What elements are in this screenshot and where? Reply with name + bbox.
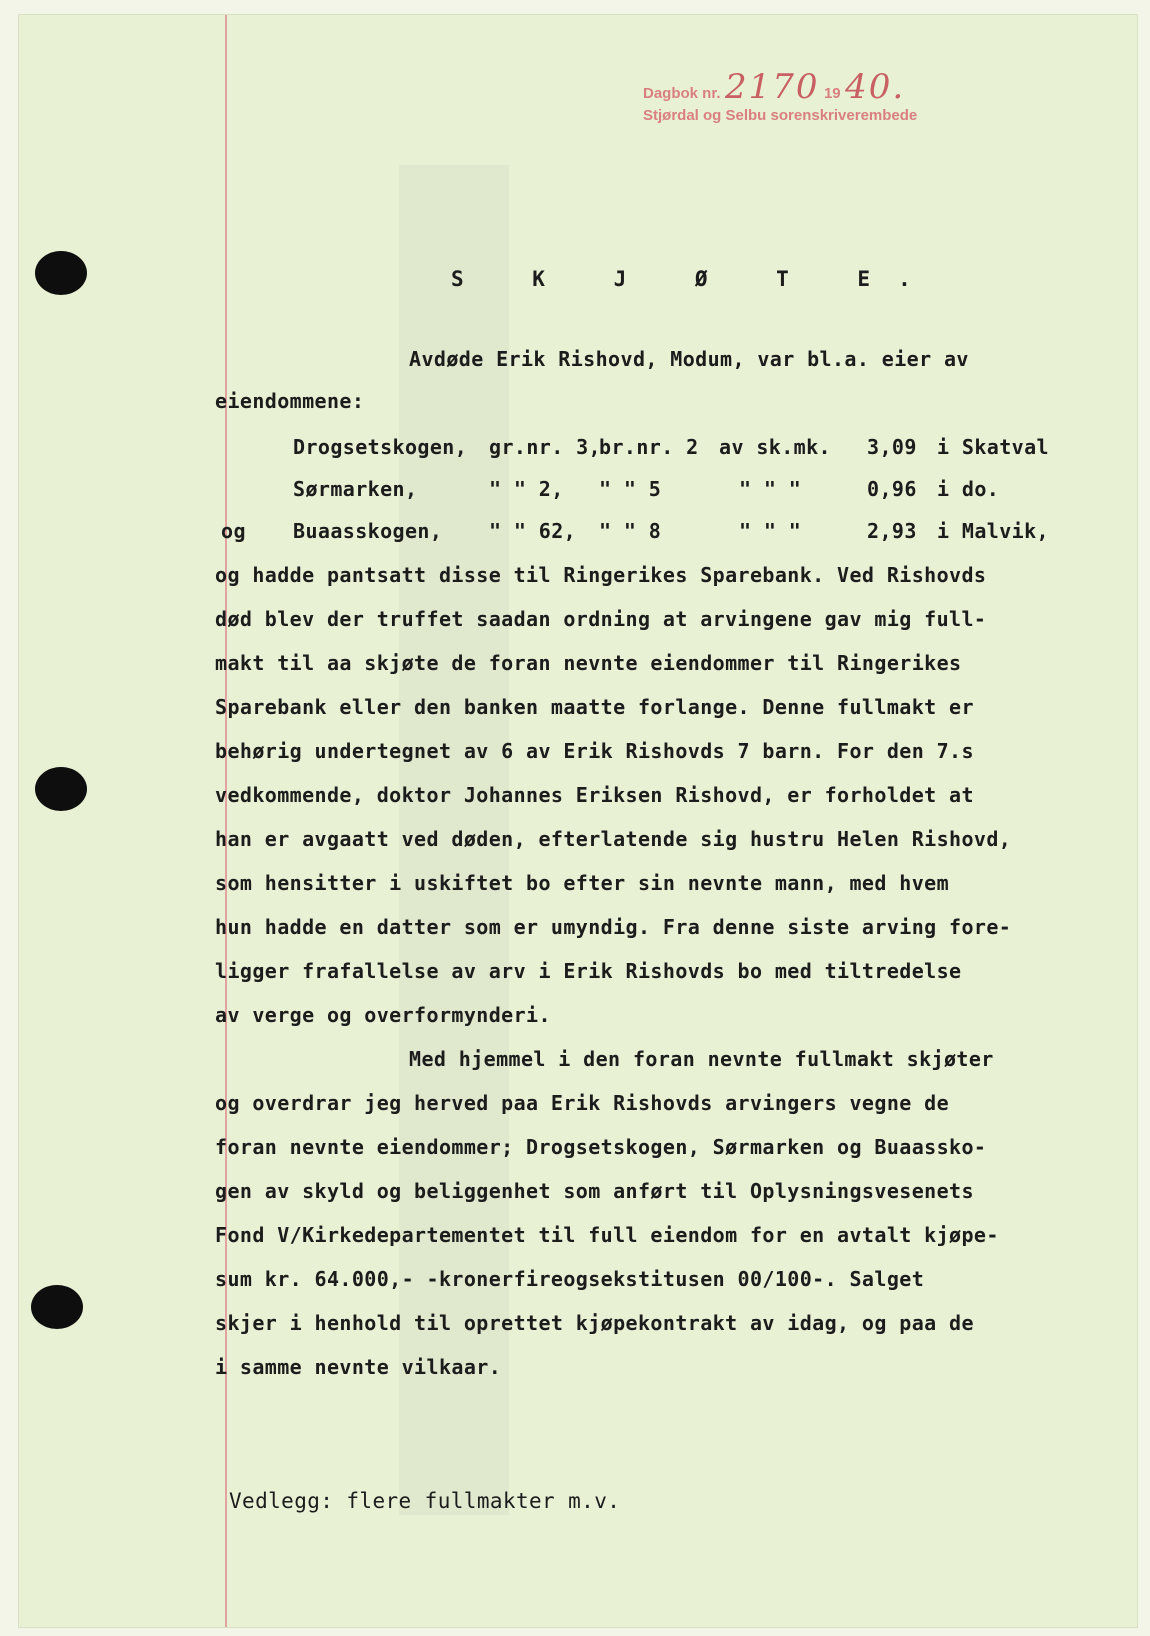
document-page: [18, 14, 1138, 1628]
stamp-year: 40.: [845, 67, 906, 107]
body-line: han er avgaatt ved døden, efterlatende sig hustru Helen Rishovd,: [215, 827, 1012, 851]
property-skmk: " " ": [739, 477, 802, 501]
property-place: i Skatval: [937, 435, 1049, 459]
diary-stamp: [643, 67, 905, 107]
body-line: behørig undertegnet av 6 av Erik Rishovds 7 barn. For den 7.s: [215, 739, 974, 763]
body-line: ligger frafallelse av arv i Erik Rishovds bo med tiltredelse: [215, 959, 962, 983]
body-line: Med hjemmel i den foran nevnte fullmakt skjøter: [409, 1047, 994, 1071]
punch-hole-top: [35, 251, 87, 295]
body-line: død blev der truffet saadan ordning at arvingene gav mig full-: [215, 607, 987, 631]
stamp-dagbok-label: Dagbok nr.: [643, 85, 721, 102]
body-line: sum kr. 64.000,- -kronerfireogsekstitusen 00/100-. Salget: [215, 1267, 925, 1291]
property-place: i Malvik,: [937, 519, 1049, 543]
body-line: hun hadde en datter som er umyndig. Fra denne siste arving fore-: [215, 915, 1012, 939]
property-grnr: " " 2,: [489, 477, 564, 501]
intro-line-1: Avdøde Erik Rishovd, Modum, var bl.a. eier av: [409, 347, 969, 371]
punch-hole-middle: [35, 767, 87, 811]
stamp-year-mark: 19: [823, 85, 841, 102]
punch-hole-bottom: [31, 1285, 83, 1329]
margin-rule: [225, 15, 227, 1627]
property-skmk: av sk.mk.: [719, 435, 831, 459]
property-brnr: " " 5: [599, 477, 662, 501]
body-line: gen av skyld og beliggenhet som anført til Oplysningsvesenets: [215, 1179, 974, 1203]
property-grnr: " " 62,: [489, 519, 577, 543]
property-brnr: br.nr. 2: [599, 435, 699, 459]
property-skmk: " " ": [739, 519, 802, 543]
property-value: 0,96: [867, 477, 917, 501]
property-grnr: gr.nr. 3,: [489, 435, 601, 459]
stamp-office-text: Stjørdal og Selbu sorenskriverembede: [643, 107, 918, 124]
body-line: vedkommende, doktor Johannes Eriksen Rishovd, er forholdet at: [215, 783, 974, 807]
body-line: som hensitter i uskiftet bo efter sin nevnte mann, med hvem: [215, 871, 950, 895]
body-line: og overdrar jeg herved paa Erik Rishovds arvingers vegne de: [215, 1091, 950, 1115]
intro-line-2: eiendommene:: [215, 389, 365, 413]
body-line: Sparebank eller den banken maatte forlange. Denne fullmakt er: [215, 695, 974, 719]
stamp-diary-number: 2170: [724, 67, 820, 107]
document-title: S K J Ø T E.: [451, 267, 939, 291]
body-line: og hadde pantsatt disse til Ringerikes Sparebank. Ved Rishovds: [215, 563, 987, 587]
property-name: Drogsetskogen,: [293, 435, 468, 459]
body-line: skjer i henhold til oprettet kjøpekontrakt av idag, og paa de: [215, 1311, 974, 1335]
property-place: i do.: [937, 477, 1000, 501]
body-line: foran nevnte eiendommer; Drogsetskogen, Sørmarken og Buaassko-: [215, 1135, 987, 1159]
body-line: i samme nevnte vilkaar.: [215, 1355, 502, 1379]
body-line: Fond V/Kirkedepartementet til full eiendom for en avtalt kjøpe-: [215, 1223, 999, 1247]
property-name: Buaasskogen,: [293, 519, 443, 543]
body-line: makt til aa skjøte de foran nevnte eiendommer til Ringerikes: [215, 651, 962, 675]
property-prefix: og: [221, 519, 246, 543]
property-value: 3,09: [867, 435, 917, 459]
property-value: 2,93: [867, 519, 917, 543]
body-line: av verge og overformynderi.: [215, 1003, 551, 1027]
property-name: Sørmarken,: [293, 477, 418, 501]
attachment-note: Vedlegg: flere fullmakter m.v.: [229, 1489, 621, 1513]
property-brnr: " " 8: [599, 519, 662, 543]
stamp-office: [643, 107, 917, 125]
